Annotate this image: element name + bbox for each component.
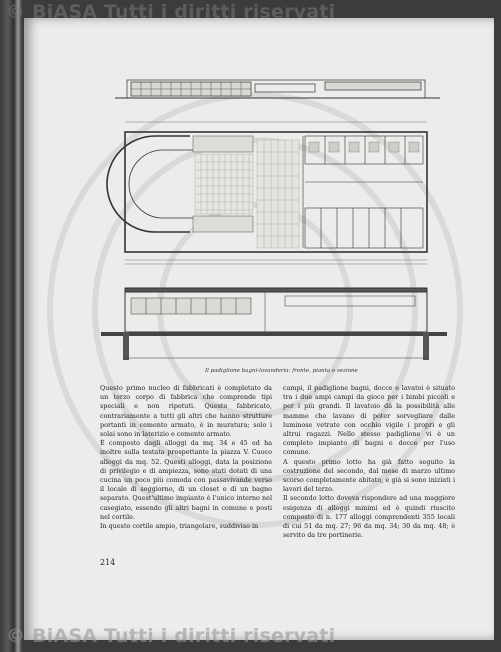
paragraph: A questo primo lotto ha già fatto seguito la costruzione del secondo, dal mese di marzo ultimo scorso completamente abitato, e già si sono iniziati i lavori del terzo. xyxy=(283,457,455,494)
watermark-top: © BiASA Tutti i diritti riservati xyxy=(6,1,336,23)
floor-plan xyxy=(107,122,427,264)
front-elevation xyxy=(115,80,440,98)
paragraph: È composto dagli alloggi da mq. 34 e 45 ed ha inoltre sulla testata prospettante la piazza V. Cuoco alloggi da mq. 52. Questi alloggi, data la posizione di privilegio e di ampiezza, sono stati dotati di una cucina un poco più comoda con passavivande verso il locale di soggiorno, di un closet e di un bagno separato. Quest'ultimo impianto è l'unico interno nel casegiato, essendo gli altri bagni in comune e posti nel cortile. xyxy=(100,439,272,521)
cross-section xyxy=(101,288,447,360)
paragraph: Questo primo nucleo di fabbricati è completato da un terzo corpo di fabbrica che comprende tipi speciali e non ripetuti. Questo fabbricato, contrariamente a tutti gli altri che hanno strutture portanti in cemento armato, è in muratura; solo i solai sono in laterizio e cemento armato. xyxy=(100,384,272,439)
text-column-left xyxy=(100,384,272,531)
figure-caption: Il padiglione bagni-lavanderia: fronte, pianta e sezione xyxy=(205,368,358,374)
text-column-right xyxy=(283,384,455,540)
paragraph: campi, il padiglione bagni, docce e lavatoi è situato tra i due ampi campi da gioco per i bimbi piccoli e per i più grandi. Il lavatoio dà la possibilità alle mamme che lavano di poter sorvegliare dalle luminose vetrate con occhio vigile i propri e gli altrui ragazzi. Nello stesso padiglione vi è un completo impianto di bagni e docce per l'uso comune. xyxy=(283,384,455,457)
paragraph: Il secondo lotto doveva rispondere ad una maggiore esigenza di alloggi minimi ed è quindi riuscito composto di n. 177 alloggi comprendenti 355 locali di cui 51 da mq. 27; 96 da mq. 34; 30 da mq. 48; è servito da tre portinerie. xyxy=(283,494,455,540)
paragraph: In questo cortile ampio, triangolare, suddiviso in xyxy=(100,522,259,531)
architectural-drawing xyxy=(95,70,450,370)
page-number: 214 xyxy=(100,558,116,567)
watermark-bottom: © BiASA Tutti i diritti riservati xyxy=(6,625,336,647)
